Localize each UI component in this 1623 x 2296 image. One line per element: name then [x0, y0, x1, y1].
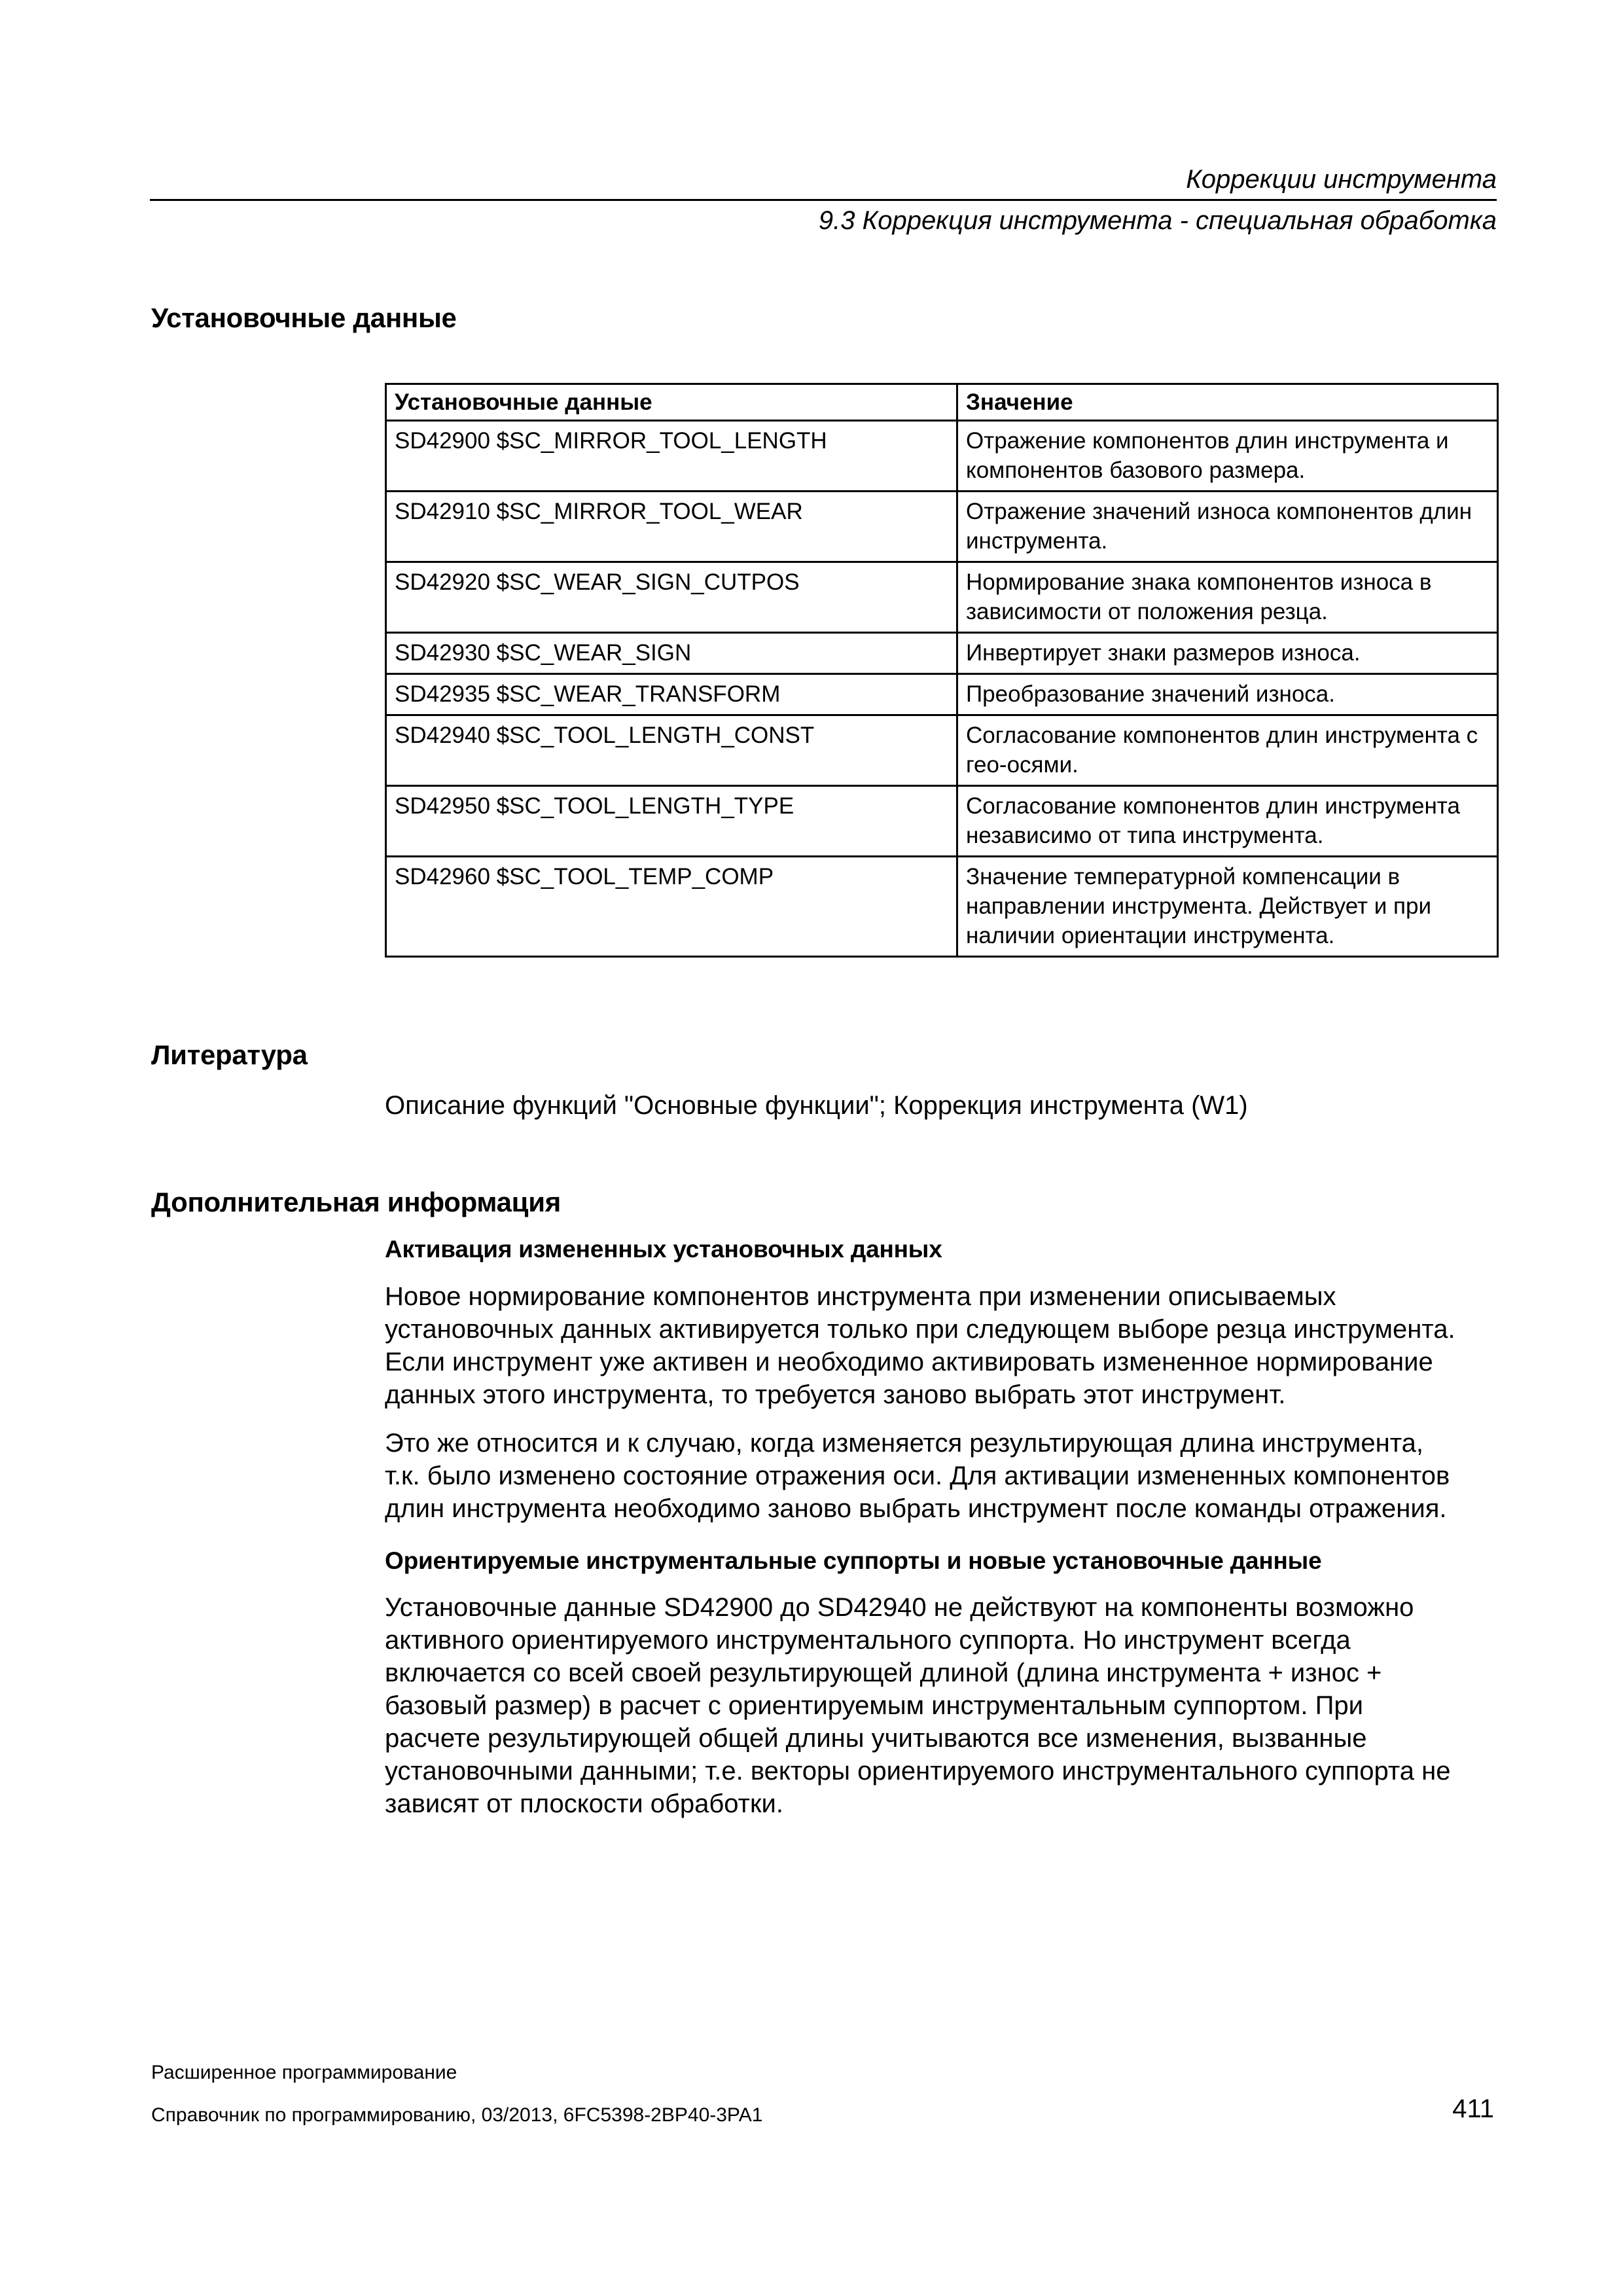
table-row: [386, 562, 1498, 633]
literature-text: [385, 1089, 1497, 1122]
table-row: [386, 633, 1498, 674]
text-line: длин инструмента необходимо заново выбрать инструмент после команды отражения.: [385, 1494, 1447, 1523]
activation-subheading: Активация измененных установочных данных: [385, 1236, 942, 1263]
setting-description-cell: Согласование компонентов длин инструмента независимо от типа инструмента.: [957, 786, 1498, 857]
setting-description-cell: Отражение значений износа компонентов длин инструмента.: [957, 492, 1498, 562]
setting-name-cell: SD42935 $SC_WEAR_TRANSFORM: [386, 674, 957, 715]
table-row: [386, 857, 1498, 957]
text-line: установочными данными; т.е. векторы ориентируемого инструментального суппорта не: [385, 1757, 1451, 1785]
setting-name-cell: SD42920 $SC_WEAR_SIGN_CUTPOS: [386, 562, 957, 633]
text-line: Если инструмент уже активен и необходимо активировать измененное нормирование: [385, 1348, 1433, 1376]
page-number: 411: [1452, 2094, 1494, 2123]
setting-name-cell: SD42900 $SC_MIRROR_TOOL_LENGTH: [386, 421, 957, 492]
setting-description-cell: Отражение компонентов длин инструмента и компонентов базового размера.: [957, 421, 1498, 492]
table-row: [386, 786, 1498, 857]
footer-document-title: Расширенное программирование: [151, 2062, 457, 2083]
text-line: Это же относится и к случаю, когда изменяется результирующая длина инструмента,: [385, 1429, 1423, 1458]
footer-document-info: Справочник по программированию, 03/2013, 6FC5398-2BP40-3PA1: [151, 2104, 763, 2126]
running-header-section: 9.3 Коррекция инструмента - специальная обработка: [818, 206, 1497, 235]
setting-name-cell: SD42930 $SC_WEAR_SIGN: [386, 633, 957, 674]
text-line: установочных данных активируется только при следующем выборе резца инструмента.: [385, 1315, 1455, 1344]
orientable-toolholder-subheading: Ориентируемые инструментальные суппорты и новые установочные данные: [385, 1547, 1322, 1574]
literature-heading: Литература: [151, 1039, 308, 1070]
text-line: включается со всей своей результирующей длиной (длина инструмента + износ +: [385, 1659, 1382, 1687]
running-header-chapter: Коррекции инструмента: [1186, 165, 1497, 194]
setting-name-cell: SD42940 $SC_TOOL_LENGTH_CONST: [386, 715, 957, 786]
literature-reference: Описание функций "Основные функции"; Коррекция инструмента (W1): [385, 1091, 1248, 1120]
setting-name-cell: SD42910 $SC_MIRROR_TOOL_WEAR: [386, 492, 957, 562]
table-row: [386, 715, 1498, 786]
column-header-setting-data: Установочные данные: [386, 384, 957, 421]
text-line: базовый размер) в расчет с ориентируемым инструментальным суппортом. При: [385, 1691, 1363, 1720]
text-line: зависят от плоскости обработки.: [385, 1789, 783, 1818]
text-line: расчете результирующей общей длины учитываются все изменения, вызванные: [385, 1724, 1367, 1753]
setting-description-cell: Преобразование значений износа.: [957, 674, 1498, 715]
setting-data-heading: Установочные данные: [151, 302, 457, 333]
table-header-row: [386, 384, 1498, 421]
activation-paragraph-2: [385, 1427, 1497, 1525]
text-line: Новое нормирование компонентов инструмента при изменении описываемых: [385, 1282, 1336, 1311]
setting-description-cell: Инвертирует знаки размеров износа.: [957, 633, 1498, 674]
setting-data-table: [385, 383, 1499, 958]
setting-description-cell: Согласование компонентов длин инструмента с гео-осями.: [957, 715, 1498, 786]
setting-name-cell: SD42950 $SC_TOOL_LENGTH_TYPE: [386, 786, 957, 857]
text-line: активного ориентируемого инструментального суппорта. Но инструмент всегда: [385, 1626, 1351, 1655]
text-line: Установочные данные SD42900 до SD42940 не действуют на компоненты возможно: [385, 1593, 1414, 1622]
column-header-value: Значение: [957, 384, 1498, 421]
setting-name-cell: SD42960 $SC_TOOL_TEMP_COMP: [386, 857, 957, 957]
setting-description-cell: Значение температурной компенсации в направлении инструмента. Действует и при наличии ориентации инструмента.: [957, 857, 1498, 957]
text-line: т.к. было изменено состояние отражения оси. Для активации измененных компонентов: [385, 1462, 1450, 1490]
table-row: [386, 421, 1498, 492]
orientable-toolholder-paragraph: [385, 1591, 1497, 1820]
setting-description-cell: Нормирование знака компонентов износа в зависимости от положения резца.: [957, 562, 1498, 633]
activation-paragraph-1: [385, 1280, 1497, 1411]
table-row: [386, 674, 1498, 715]
table-row: [386, 492, 1498, 562]
header-rule: [150, 199, 1497, 201]
text-line: данных этого инструмента, то требуется заново выбрать этот инструмент.: [385, 1380, 1286, 1409]
additional-info-heading: Дополнительная информация: [151, 1187, 561, 1217]
